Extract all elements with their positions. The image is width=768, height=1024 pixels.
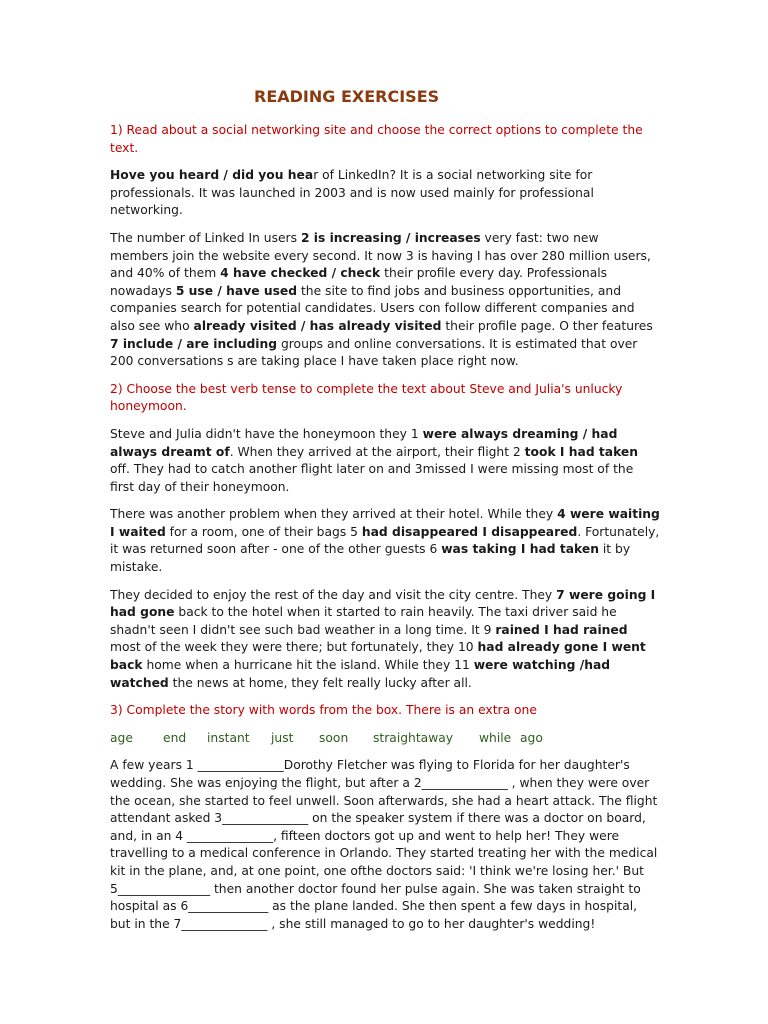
bold-option: 5 use / have used bbox=[175, 283, 298, 298]
text-run: The number of Linked In users bbox=[110, 230, 301, 245]
exercise-1-paragraph-2 bbox=[110, 230, 660, 371]
bold-option: were watching /had watched bbox=[110, 658, 611, 690]
exercise-3-story: A few years 1 ______________Dorothy Fletcher was flying to Florida for her daughter's wedding. She was enjoying the flight, but after a 2______________ , when they were over the ocean, she started to feel unwell. Soon afterwards, she had a heart attack. The flight attendant asked 3______________ on the speaker system if there was a doctor on board, and, in an 4 ______________, fifteen doctors got up and went to help her! They were travelling to a medical conference in Orlando. They started treating her with the medical kit in the plane, and, at one point, one ofthe doctors said: 'I think we're losing her.' But 5_______________ then another doctor found her pulse again. She was taken straight to hospital as 6_____________ as the plane landed. She then spent a few days in hospital, but in the 7______________ , she still managed to go to her daughter's wedding! bbox=[110, 758, 658, 931]
exercise-2-instruction: 2) Choose the best verb tense to complete the text about Steve and Julia's unlucky honeymoon. bbox=[110, 381, 623, 414]
bold-option: 4 have checked / check bbox=[220, 266, 381, 281]
word-box-item: straightaway bbox=[373, 730, 454, 745]
text-run: home when a hurricane hit the island. While they 11 bbox=[142, 658, 474, 673]
text-run: the news at home, they felt really lucky after all. bbox=[168, 675, 472, 690]
word-box bbox=[110, 730, 660, 748]
bold-option: had already gone I went back bbox=[110, 640, 646, 673]
text-run: They decided to enjoy the rest of the day and visit the city centre. They bbox=[110, 587, 557, 602]
exercise-3-instruction: 3) Complete the story with words from the box. There is an extra one bbox=[110, 703, 537, 718]
word-box-item: while bbox=[479, 730, 512, 745]
word-box-item: soon bbox=[319, 730, 349, 745]
text-run: Steve and Julia didn't have the honeymoon they 1 bbox=[110, 426, 423, 441]
bold-option: already visited / has already visited bbox=[193, 318, 442, 333]
text-run: r of LinkedIn? It is a social networking site for professionals. It was launched in 2003 and is now used mainly for professional networking. bbox=[110, 168, 594, 218]
word-box-item: ago bbox=[520, 730, 543, 745]
page-title: READING EXERCISES bbox=[254, 87, 440, 106]
text-run: groups and online conversations. It is estimated that over 200 conversations s are taking place I have taken place right now. bbox=[110, 336, 638, 369]
exercise-2-paragraph-2 bbox=[110, 506, 660, 576]
text-run: very fast: two new members join the website every second. It now 3 is having I has over 280 million users, and 40% of them bbox=[110, 230, 651, 281]
bold-option: 7 include / are including bbox=[110, 336, 278, 351]
word-box-item: instant bbox=[207, 730, 250, 745]
exercise-1-instruction: 1) Read about a social networking site and choose the correct options to complete the text. bbox=[110, 123, 643, 155]
text-run: There was another problem when they arrived at their hotel. While they bbox=[110, 507, 558, 522]
text-run: for a room, one of their bags 5 bbox=[165, 524, 362, 539]
text-run: off. They had to catch another flight later on and 3missed I were missing most of the first day of their honeymoon. bbox=[110, 462, 634, 494]
text-run: . Fortunately, it was returned soon after - one of the other guests 6 bbox=[110, 524, 660, 557]
bold-option: 2 is increasing / increases bbox=[300, 230, 481, 245]
text-run: it by mistake. bbox=[110, 542, 631, 575]
text-run: back to the hotel when it started to rain heavily. The taxi driver said he shadn't seen I didn't see such bad weather in a long time. It 9 bbox=[110, 605, 617, 637]
bold-option: 4 were waiting I waited bbox=[110, 507, 660, 539]
exercise-2-paragraph-1 bbox=[110, 426, 660, 496]
text-run: their profile page. O ther features bbox=[441, 318, 653, 333]
bold-option: Hove you heard / did you hea bbox=[110, 168, 314, 183]
text-run: their profile every day. Professionals nowadays bbox=[110, 266, 608, 298]
bold-option: was taking I had taken bbox=[441, 542, 599, 557]
text-run: . When they arrived at the airport, their flight 2 bbox=[229, 444, 525, 459]
bold-option: 7 were going I had gone bbox=[110, 587, 656, 620]
bold-option: were always dreaming / had always dreamt of bbox=[110, 426, 618, 459]
text-run: most of the week they were there; but fortunately, they 10 bbox=[110, 640, 478, 655]
word-box-item: just bbox=[271, 730, 294, 745]
word-box-item: age bbox=[110, 730, 133, 745]
bold-option: rained I had rained bbox=[495, 622, 628, 637]
exercise-2-paragraph-3 bbox=[110, 587, 660, 693]
bold-option: took I had taken bbox=[524, 444, 639, 459]
exercise-1-paragraph-1 bbox=[110, 167, 660, 220]
word-box-item: end bbox=[163, 730, 187, 745]
document-body bbox=[110, 86, 660, 943]
bold-option: had disappeared I disappeared bbox=[361, 524, 578, 539]
text-run: the site to find jobs and business opportunities, and companies search for potential candidates. Users con follow different companies and also see who bbox=[110, 283, 635, 333]
